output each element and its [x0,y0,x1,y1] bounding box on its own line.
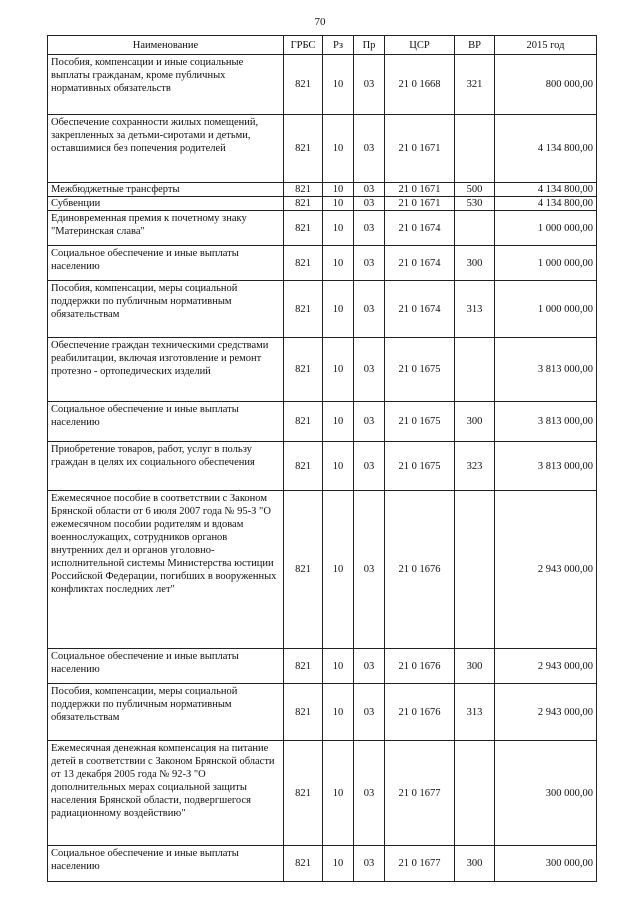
row-csr: 21 0 1677 [385,741,455,846]
row-grbs: 821 [284,846,323,882]
row-pr: 03 [354,338,385,402]
row-name: Субвенции [48,197,284,211]
row-vr: 323 [455,442,495,491]
row-csr: 21 0 1675 [385,338,455,402]
row-pr: 03 [354,246,385,281]
row-csr: 21 0 1674 [385,211,455,246]
row-rz: 10 [323,846,354,882]
table-row [48,649,597,684]
table-row [48,741,597,846]
row-csr: 21 0 1676 [385,491,455,649]
row-rz: 10 [323,55,354,115]
row-vr: 300 [455,649,495,684]
row-pr: 03 [354,183,385,197]
header-vr: ВР [455,36,495,55]
row-name: Пособия, компенсации и иные социальные выплаты гражданам, кроме публичных нормативных обязательств [48,55,284,115]
row-pr: 03 [354,197,385,211]
row-amount: 300 000,00 [495,846,597,882]
row-grbs: 821 [284,402,323,442]
table-row [48,115,597,183]
row-pr: 03 [354,684,385,741]
table-row [48,402,597,442]
row-rz: 10 [323,115,354,183]
row-amount: 2 943 000,00 [495,684,597,741]
row-pr: 03 [354,402,385,442]
row-grbs: 821 [284,684,323,741]
row-name: Пособия, компенсации, меры социальной поддержки по публичным нормативным обязательствам [48,281,284,338]
row-rz: 10 [323,183,354,197]
row-vr: 300 [455,402,495,442]
row-name: Приобретение товаров, работ, услуг в пользу граждан в целях их социального обеспечения [48,442,284,491]
row-csr: 21 0 1676 [385,649,455,684]
row-rz: 10 [323,741,354,846]
row-vr [455,211,495,246]
row-vr: 530 [455,197,495,211]
row-rz: 10 [323,211,354,246]
table-row [48,197,597,211]
header-pr: Пр [354,36,385,55]
header-grbs: ГРБС [284,36,323,55]
table-row [48,491,597,649]
row-pr: 03 [354,211,385,246]
row-grbs: 821 [284,649,323,684]
row-rz: 10 [323,442,354,491]
row-pr: 03 [354,442,385,491]
table-row [48,338,597,402]
row-rz: 10 [323,338,354,402]
row-csr: 21 0 1674 [385,246,455,281]
row-rz: 10 [323,246,354,281]
row-csr: 21 0 1671 [385,197,455,211]
row-rz: 10 [323,491,354,649]
table-row [48,846,597,882]
header-rz: Рз [323,36,354,55]
row-amount: 2 943 000,00 [495,491,597,649]
row-rz: 10 [323,197,354,211]
row-grbs: 821 [284,442,323,491]
row-pr: 03 [354,741,385,846]
row-vr: 313 [455,281,495,338]
row-amount: 3 813 000,00 [495,402,597,442]
row-amount: 1 000 000,00 [495,281,597,338]
row-csr: 21 0 1674 [385,281,455,338]
budget-table [47,35,597,882]
row-csr: 21 0 1668 [385,55,455,115]
row-amount: 1 000 000,00 [495,211,597,246]
row-vr [455,338,495,402]
row-vr [455,741,495,846]
row-pr: 03 [354,115,385,183]
row-pr: 03 [354,846,385,882]
row-vr: 300 [455,246,495,281]
row-grbs: 821 [284,183,323,197]
row-vr [455,491,495,649]
table-row [48,281,597,338]
row-pr: 03 [354,55,385,115]
row-name: Социальное обеспечение и иные выплаты населению [48,649,284,684]
header-csr: ЦСР [385,36,455,55]
table-row [48,211,597,246]
row-rz: 10 [323,402,354,442]
row-grbs: 821 [284,211,323,246]
row-name: Социальное обеспечение и иные выплаты населению [48,402,284,442]
row-pr: 03 [354,281,385,338]
table-row [48,684,597,741]
row-name: Единовременная премия к почетному знаку "Материнская слава" [48,211,284,246]
header-year: 2015 год [495,36,597,55]
row-name: Социальное обеспечение и иные выплаты населению [48,246,284,281]
row-grbs: 821 [284,55,323,115]
row-vr [455,115,495,183]
row-pr: 03 [354,491,385,649]
table-row [48,442,597,491]
table-row [48,246,597,281]
header-name: Наименование [48,36,284,55]
row-name: Ежемесячная денежная компенсация на питание детей в соответствии с Законом Брянской области от 13 декабря 2005 года № 92-З "О дополнительных мерах социальной защиты населения Брянской области, подвергшегося радиационному воздействию" [48,741,284,846]
row-amount: 1 000 000,00 [495,246,597,281]
table-row [48,55,597,115]
row-amount: 2 943 000,00 [495,649,597,684]
row-name: Обеспечение граждан техническими средствами реабилитации, включая изготовление и ремонт протезно - ортопедических изделий [48,338,284,402]
row-csr: 21 0 1675 [385,402,455,442]
row-amount: 4 134 800,00 [495,183,597,197]
row-amount: 300 000,00 [495,741,597,846]
row-csr: 21 0 1677 [385,846,455,882]
row-amount: 3 813 000,00 [495,442,597,491]
row-name: Обеспечение сохранности жилых помещений, закрепленных за детьми-сиротами и детьми, оставшимися без попечения родителей [48,115,284,183]
row-amount: 800 000,00 [495,55,597,115]
row-rz: 10 [323,281,354,338]
row-grbs: 821 [284,197,323,211]
row-pr: 03 [354,649,385,684]
table-row [48,183,597,197]
row-grbs: 821 [284,115,323,183]
page-number: 70 [314,16,326,28]
row-csr: 21 0 1671 [385,115,455,183]
row-grbs: 821 [284,246,323,281]
row-amount: 4 134 800,00 [495,197,597,211]
row-name: Пособия, компенсации, меры социальной поддержки по публичным нормативным обязательствам [48,684,284,741]
row-amount: 3 813 000,00 [495,338,597,402]
row-csr: 21 0 1676 [385,684,455,741]
row-csr: 21 0 1671 [385,183,455,197]
row-grbs: 821 [284,338,323,402]
row-vr: 321 [455,55,495,115]
row-name: Ежемесячное пособие в соответствии с Законом Брянской области от 6 июля 2007 года № 95-З "О ежемесячном пособии родителям и вдовам военнослужащих, сотрудников органов внутренних дел и органов уголовно-исполнительной системы Министерства юстиции Российской Федерации, погибших в вооруженных конфликтах последних лет" [48,491,284,649]
row-rz: 10 [323,684,354,741]
row-grbs: 821 [284,281,323,338]
row-csr: 21 0 1675 [385,442,455,491]
row-grbs: 821 [284,491,323,649]
row-vr: 313 [455,684,495,741]
row-name: Социальное обеспечение и иные выплаты населению [48,846,284,882]
row-vr: 500 [455,183,495,197]
table-header-row [48,36,597,55]
row-vr: 300 [455,846,495,882]
row-amount: 4 134 800,00 [495,115,597,183]
row-name: Межбюджетные трансферты [48,183,284,197]
row-grbs: 821 [284,741,323,846]
row-rz: 10 [323,649,354,684]
